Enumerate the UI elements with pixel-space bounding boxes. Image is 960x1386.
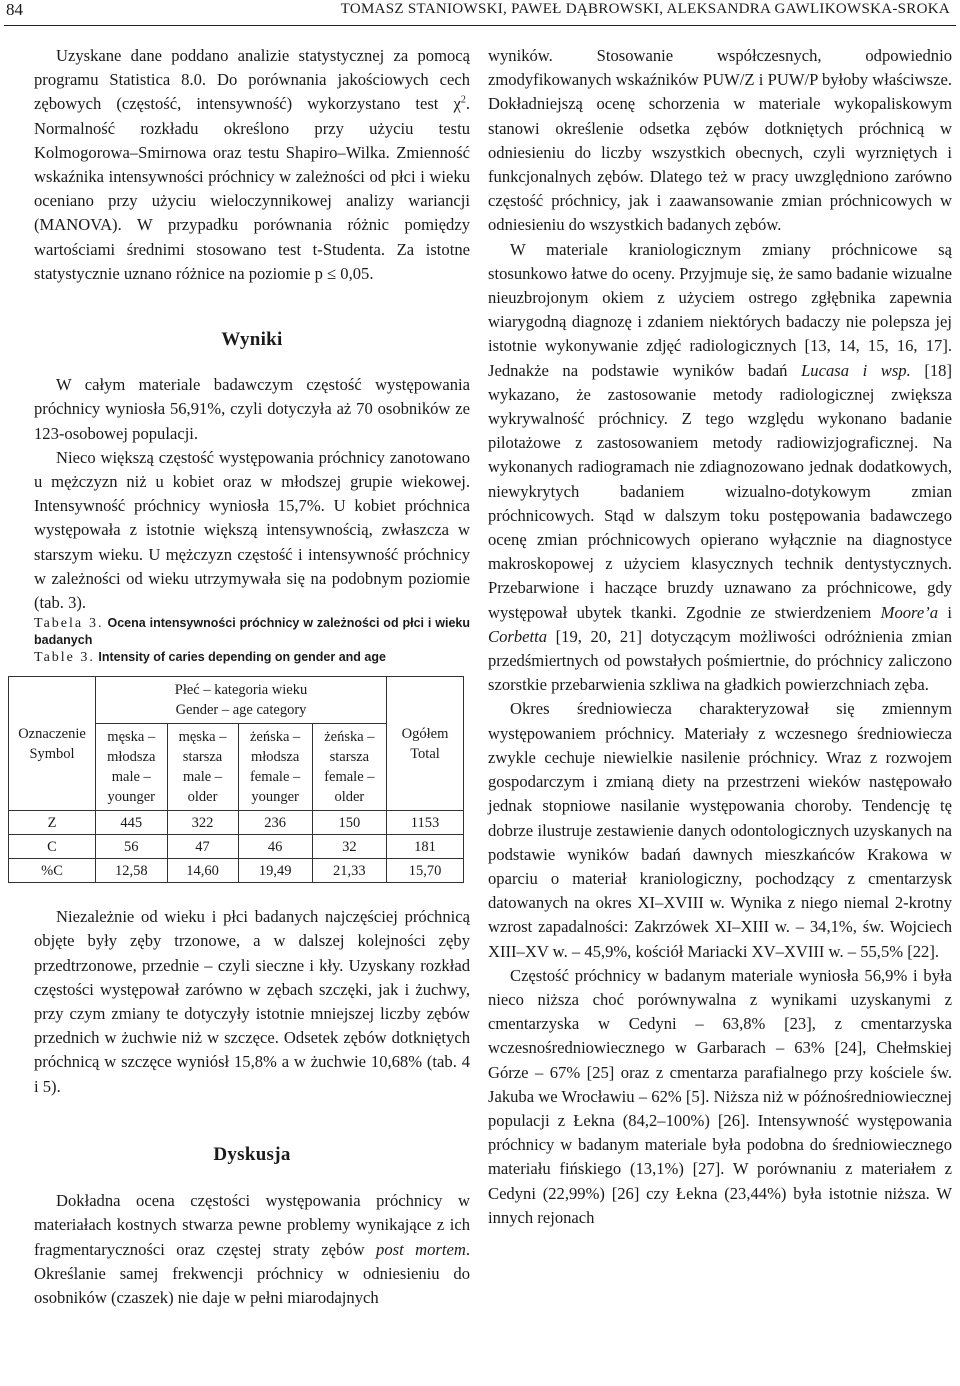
results-paragraph-1: W całym materiale badawczym częstość występowania próchnicy wyniosła 56,91%, czyli dotyczyła aż 70 osobników ze 123-osobowej populacji. — [34, 375, 470, 443]
results-paragraph-2: Nieco większą częstość występowania próchnicy zanotowano u mężczyzn niż u kobiet oraz w młodszej grupie wiekowej. Intensywność próchnicy wyniosła 15,7%. U kobiet próchnica występowała z istotnie większą intensywnością, zwłaszcza w starszym wieku. U mężczyzn częstość i intensywność próchnicy w zależności od wieku utrzymywała się na podobnym poziomie (tab. 3). — [34, 447, 470, 613]
teeth-distribution-paragraph: Niezależnie od wieku i płci badanych najczęściej próchnicą objęte były zęby trzonowe, a w dalszej kolejności zęby przedtrzonowe, przednie – czyli sieczne i kły. Uzyskany rozkład częstości występował zarówno w zębach szczęki, jak i żuchwy, przy czym zmiany te dotyczyły istotnie mniejszej liczby zębów przednich w żuchwie niż w szczęce. Odsetek zębów dotkniętych próchnicą w szczęce wyniósł 15,8% a w żuchwie 10,68% (tab. 4 i 5). — [34, 907, 470, 1096]
discussion-paragraph-4: Okres średniowiecza charakteryzował się zmiennym występowaniem próchnicy. Materiały z wczesnego średniowiecza zwykle cechuje niewielkie nasilenie próchnicy. Wraz z rozwojem gospodarczym i zmianą diety na przestrzeni wieków następowało jednak stopniowe nasilanie występowania choroby. Tendencję tę dobrze ilustruje zestawienie danych odontologicznych uzyskanych na podstawie wyników badań dawnych mieszkańców Krakowa w oparciu o materiał kraniologiczny, pochodzący z cmentarzysk datowanych na okres XI–XVIII w. Wynika z niego niemal 2-krotny wzrost zapadalności: Zakrzówek XI–XIII w. – 34,1%, św. Wojciech XIII–XV w. – 45,9%, kościół Mariacki XV–XVIII w. – 55,5% [22]. — [488, 699, 952, 961]
group-header: Płeć – kategoria wieku Gender – age category — [96, 677, 387, 724]
table-cell: 47 — [167, 835, 238, 859]
section-heading-wyniki: Wyniki — [221, 329, 283, 351]
discussion-paragraph-5: Częstość próchnicy w badanym materiale wyniosła 56,9% i była nieco niższa choć porównywalna z wynikami uzyskanymi z cmentarzyska w Cedyni – 63,8% [23], z cmentarzyska wczesnośredniowiecznego w Garbarach – 63% [24], Chełmskiej Górze – 67% [25] oraz z cmentarza parafialnego przy kościele św. Jakuba we Wrocławiu – 62% [5]. Niższa niż w późnośredniowiecznej populacji z Łekna (84,2–100%) [26]. Intensywność występowania próchnicy w badanym materiale była podobna do średniowiecznego materiału fińskiego (13,1%) [27]. W porównaniu z materiałem z Cedyni (22,99%) [26] czy Łekna (23,44%) była istotnie niższa. W innych rejonach — [488, 965, 952, 1227]
table-cell: 19,49 — [238, 859, 312, 883]
table-cell: 56 — [96, 835, 168, 859]
subheader-male-older: męska – starsza male – older — [167, 724, 238, 811]
row-symbol: %C — [9, 859, 96, 883]
total-header: Ogółem Total — [387, 677, 464, 811]
table-row — [9, 835, 464, 859]
discussion-paragraph-1: Dokładna ocena częstości występowania próchnicy w materiałach kostnych stwarza pewne problemy wynikające z ich fragmentaryczności oraz częstej straty zębów post mortem. Określanie samej frekwencji próchnicy w odniesieniu do osobników (czaszek) nie daje w pełni miarodajnych — [34, 1191, 470, 1307]
table-row — [9, 811, 464, 835]
caries-intensity-table — [8, 676, 464, 883]
table-cell: 14,60 — [167, 859, 238, 883]
section-heading-dyskusja: Dyskusja — [213, 1143, 291, 1165]
table-caption-en: Table 3. Intensity of caries depending on gender and age — [34, 650, 386, 666]
left-column — [18, 44, 471, 1310]
table-cell: 21,33 — [312, 859, 386, 883]
symbol-header: Oznaczenie Symbol — [9, 677, 96, 811]
table-cell: 12,58 — [96, 859, 168, 883]
subheader-female-younger: żeńska – młodsza female – younger — [238, 724, 312, 811]
running-head: TOMASZ STANIOWSKI, PAWEŁ DĄBROWSKI, ALEKSANDRA GAWLIKOWSKA-SROKA — [340, 1, 950, 17]
table-cell: 322 — [167, 811, 238, 835]
table-cell: 236 — [238, 811, 312, 835]
page-number: 84 — [6, 0, 23, 19]
table-cell: 150 — [312, 811, 386, 835]
table-caption-pl: Tabela 3. Ocena intensywności próchnicy w zależności od płci i wieku badanych — [34, 616, 471, 648]
discussion-paragraph-3: W materiale kraniologicznym zmiany próchnicowe są stosunkowo łatwe do oceny. Przyjmuje się, że samo badanie wizualne nieuzbrojonym okiem z użyciem ostrego zgłębnika zapewnia wiarygodną diagnozę i zdaniem niektórych badaczy nie polepsza jej istotnie wykonywanie zdjęć radiologicznych [13, 14, 15, 16, 17]. Jednakże na podstawie wyników badań Lucasa i wsp. [18] wykazano, że zastosowanie metody radiologicznej zwiększa wykrywalność próchnicy. Z tego względu wykonano badanie pilotażowe z zastosowaniem metody radiowizjograficznej. Na wykonanych radiogramach nie zdiagnozowano jednak dodatkowych, niewykrytych badaniem wizualno-dotykowym zmian próchnicowych. Stąd w dalszym toku postępowania badawczego ocenę zmian próchnicowych opierano wyłącznie na diagnostyce makroskopowej z użyciem klasycznych technik dentystycznych. Przebarwione i haczące bruzdy uznawano za próchnicowe, gdy występował ubytek tkanki. Zgodnie ze stwierdzeniem Moore’a i Corbetta [19, 20, 21] dotyczącym możliwości odróżnienia zmian przedśmiertnych od powstałych pośmiertnie, do próchnicy zaliczono szorstkie przebarwienia szkliwa na gładkich powierzchniach zęba. — [488, 239, 953, 695]
subheader-female-older: żeńska – starsza female – older — [312, 724, 386, 811]
subheader-male-younger: męska – młodsza male – younger — [96, 724, 168, 811]
row-symbol: Z — [9, 811, 96, 835]
table-cell: 445 — [96, 811, 168, 835]
table-row — [9, 859, 464, 883]
table-cell: 32 — [312, 835, 386, 859]
right-column — [488, 44, 952, 1230]
row-total: 181 — [387, 835, 464, 859]
page-header — [0, 0, 960, 24]
methods-paragraph: Uzyskane dane poddano analizie statystycznej za pomocą programu Statistica 8.0. Do porównania jakościowych cech zębowych (częstość, intensywność) wykorzystano test $\chi^2$. Normalność rozkładu określono przy użyciu testu Kolmogorowa–Smirnowa oraz testu Shapiro–Wilka. Zmienność wskaźnika intensywności próchnicy w zależności od płci i wieku oceniano przy użyciu wieloczynnikowej analizy wariancji (MANOVA). W przypadku porównania różnic pomiędzy wartościami średnimi stosowano test t-Studenta. Za istotne statystycznie uznano różnice na poziomie p ≤ 0,05. — [34, 46, 470, 283]
header-rule — [4, 25, 956, 26]
table-cell: 46 — [238, 835, 312, 859]
row-symbol: C — [9, 835, 96, 859]
row-total: 15,70 — [387, 859, 464, 883]
discussion-paragraph-2: wyników. Stosowanie współczesnych, odpowiednio zmodyfikowanych wskaźników PUW/Z i PUW/P byłoby właściwsze. Dokładniejszą ocenę schorzenia w materiale wykopaliskowym stanowi określenie odsetka zębów dotkniętych próchnicą w odniesieniu do liczby wszystkich obecnych, czyli wyrzniętych i funkcjonalnych zębów. Dlatego też w pracy uwzględniono zarówno częstość próchnicy, jak i zaawansowanie zmian próchnicowych w odniesieniu do wszystkich badanych zębów. — [488, 46, 952, 235]
row-total: 1153 — [387, 811, 464, 835]
